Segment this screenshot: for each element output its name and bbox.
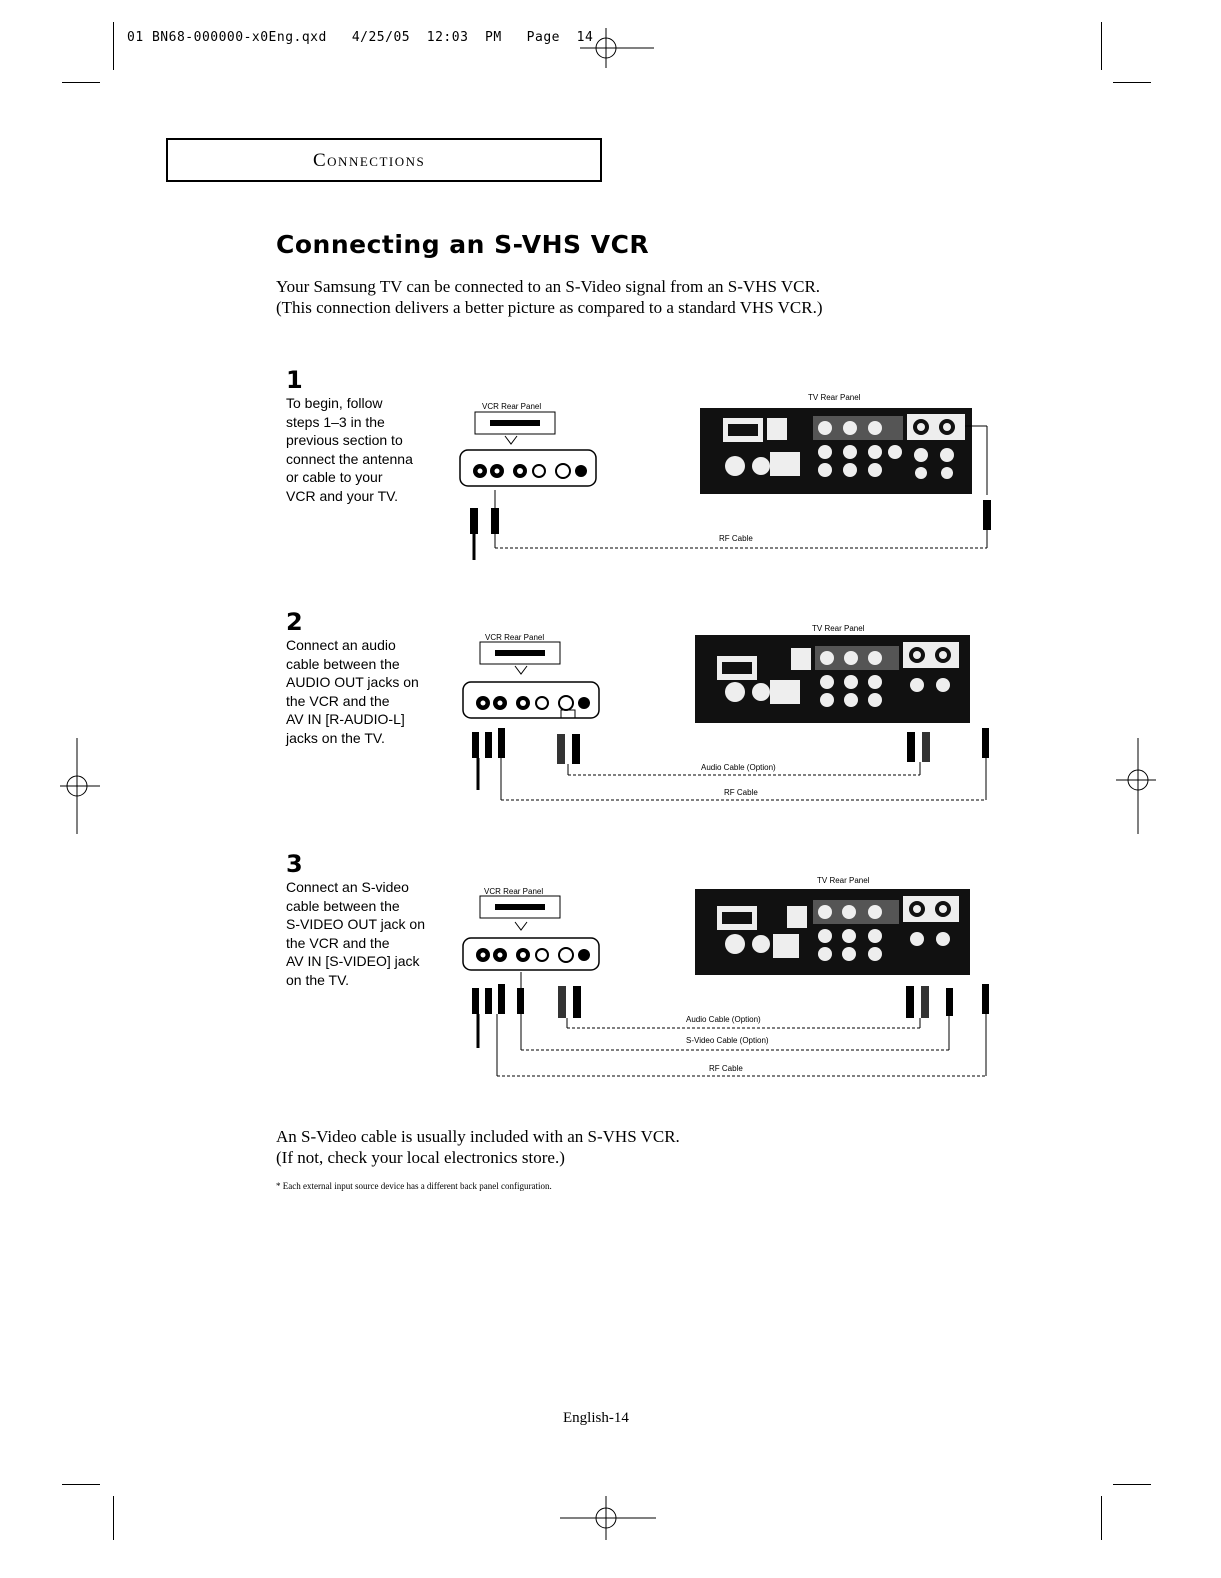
registration-mark-left-icon (60, 738, 100, 834)
crop-mark (62, 82, 100, 83)
intro-text (276, 276, 823, 318)
footer-line: An S-Video cable is usually included with an S-VHS VCR. (276, 1127, 680, 1146)
step-line: Connect an audio (286, 637, 396, 653)
vcr-rear-panel-label: VCR Rear Panel (484, 887, 544, 896)
s-video-cable-label: S-Video Cable (Option) (686, 1036, 769, 1045)
step-line: cable between the (286, 897, 400, 914)
section-header-box (166, 138, 602, 182)
step-instructions (286, 636, 456, 747)
step-line: the VCR and the (286, 692, 390, 709)
tv-rear-panel-label: TV Rear Panel (812, 624, 865, 633)
intro-line: (This connection delivers a better picture as compared to a standard VHS VCR.) (276, 298, 823, 317)
tv-panel-icon (695, 635, 970, 723)
page-title: Connecting an S-VHS VCR (276, 230, 650, 259)
tv-rear-panel-label: TV Rear Panel (817, 876, 870, 885)
page-number: English-14 (563, 1410, 629, 1426)
step-line: the VCR and the (286, 934, 390, 951)
tv-panel-icon (700, 408, 972, 494)
cables-icon (472, 972, 989, 1076)
step-instructions (286, 394, 446, 505)
configuration-note: * Each external input source device has a different back panel configuration. (276, 1181, 552, 1191)
registration-mark-bottom-icon (560, 1496, 656, 1540)
step-2 (286, 608, 456, 747)
tv-panel-icon (695, 889, 970, 975)
crop-mark (113, 1496, 114, 1540)
cables-icon (472, 710, 989, 800)
footer-line: (If not, check your local electronics store.) (276, 1148, 565, 1167)
step-line: jacks on the TV. (286, 729, 385, 746)
step-1 (286, 366, 446, 505)
step-line: or cable to your (286, 469, 383, 485)
step-number: 1 (286, 366, 303, 394)
step-line: on the TV. (286, 971, 350, 988)
step-line: steps 1–3 in the (286, 413, 385, 430)
file-slug: 01 BN68-000000-x0Eng.qxd 4/25/05 12:03 PM Page 14 (127, 30, 594, 45)
step-line: AV IN [S-VIDEO] jack (286, 953, 420, 969)
step-line: Connect an S-video (286, 879, 409, 895)
audio-cable-label: Audio Cable (Option) (686, 1015, 761, 1024)
step-line: previous section to (286, 432, 403, 448)
footer-note (276, 1126, 680, 1168)
step-line: connect the antenna (286, 450, 413, 467)
step-line: AV IN [R-AUDIO-L] (286, 711, 405, 727)
registration-mark-right-icon (1116, 738, 1156, 834)
crop-mark (1113, 1484, 1151, 1485)
rf-cable-label: RF Cable (719, 534, 753, 543)
step-1-diagram (455, 400, 1015, 565)
step-number: 3 (286, 850, 303, 878)
crop-mark (113, 22, 114, 70)
step-line: To begin, follow (286, 395, 383, 411)
step-line: AUDIO OUT jacks on (286, 674, 419, 690)
rf-cable-label: RF Cable (709, 1064, 743, 1073)
step-line: VCR and your TV. (286, 487, 399, 504)
intro-line: Your Samsung TV can be connected to an S-Video signal from an S-VHS VCR. (276, 277, 821, 296)
vcr-panel-icon (463, 896, 599, 970)
step-2-diagram (455, 630, 1015, 805)
step-line: cable between the (286, 655, 400, 672)
rf-cable-label: RF Cable (724, 788, 758, 797)
vcr-panel-icon (460, 412, 596, 486)
crop-mark (1101, 22, 1102, 70)
audio-cable-label: Audio Cable (Option) (701, 763, 776, 772)
vcr-rear-panel-label: VCR Rear Panel (485, 633, 545, 642)
step-line: S-VIDEO OUT jack on (286, 916, 426, 932)
step-number: 2 (286, 608, 303, 636)
vcr-rear-panel-label: VCR Rear Panel (482, 402, 542, 411)
tv-rear-panel-label: TV Rear Panel (808, 393, 861, 402)
crop-mark (62, 1484, 100, 1485)
step-3-diagram (455, 884, 1015, 1084)
crop-mark (1101, 1496, 1102, 1540)
crop-mark (1113, 82, 1151, 83)
step-instructions (286, 878, 456, 989)
vcr-panel-icon (463, 642, 599, 718)
section-label: Connections (313, 150, 426, 171)
step-3 (286, 850, 456, 989)
